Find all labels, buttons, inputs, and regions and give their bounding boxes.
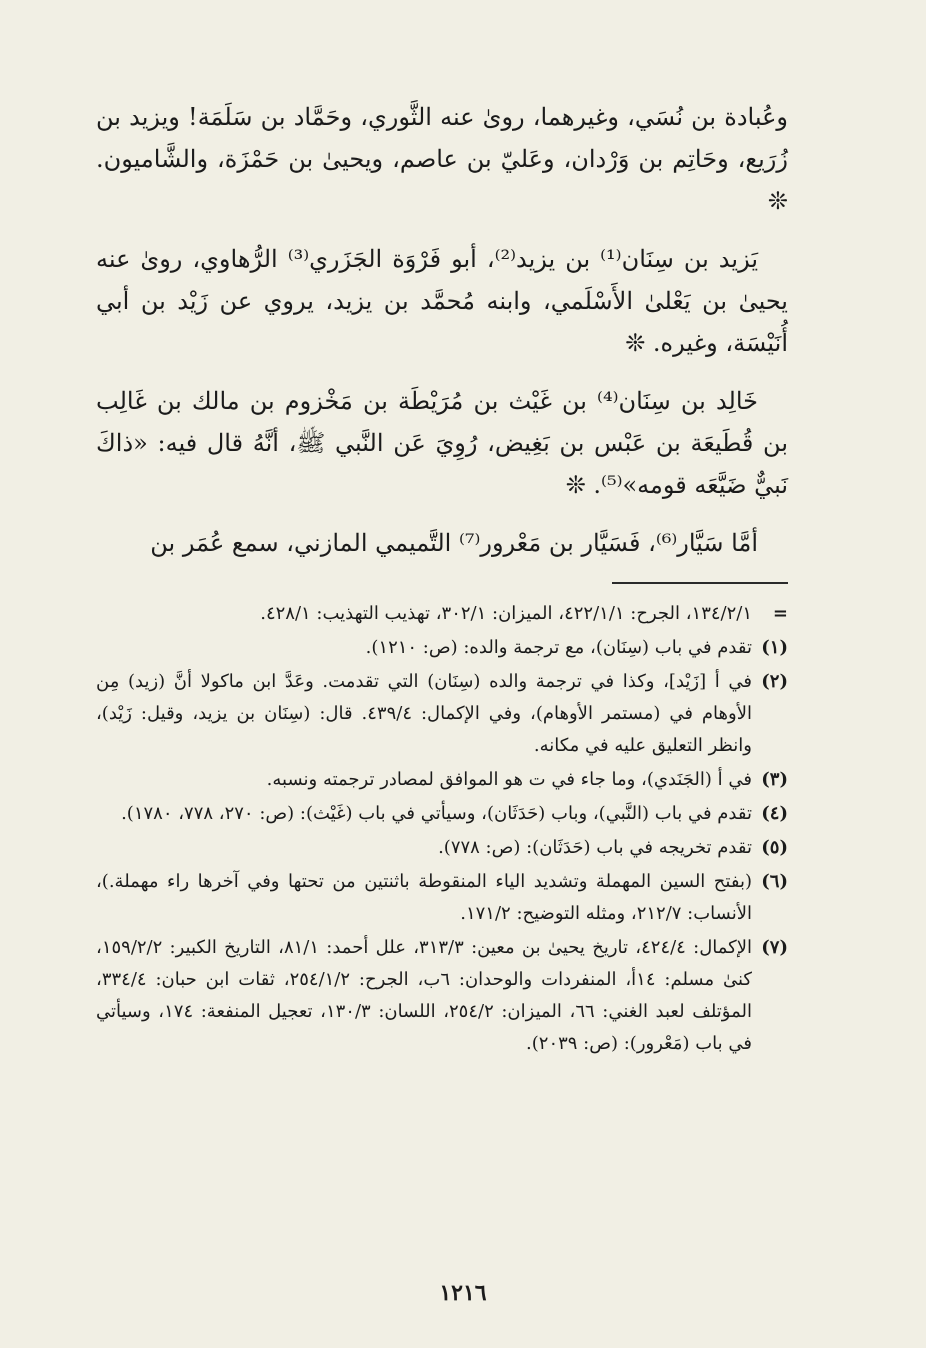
footnote-text: (بفتح السين المهملة وتشديد الياء المنقوطة باثنتين من تحتها وفي آخرها راء مهملة.)، الأنساب: ٢١٢/٧، ومثله التوضيح: ١٧١/٢. <box>96 871 752 924</box>
footnote-6 <box>96 866 788 930</box>
footnote-number: (٥) <box>761 837 788 858</box>
main-text <box>96 96 788 564</box>
paragraph-3: خَالِد بن سِنَان⁽⁴⁾ بن غَيْث بن مُرَيْطَة بن مَخْزوم بن مالك بن غَالِب بن قُطَيعَة بن عَبْس بن بَغِيض، رُوِيَ عَن النَّبي ﷺ، أنَّهُ قال فيه: «ذاكَ نَبيٌّ ضَيَّعَه قومه»⁽⁵⁾. ❊ <box>96 387 788 499</box>
footnote-5 <box>96 832 788 864</box>
footnotes <box>96 598 788 1060</box>
footnote-4 <box>96 798 788 830</box>
paragraph-1: وعُبادة بن نُسَي، وغيرهما، روىٰ عنه الثَّوري، وحَمَّاد بن سَلَمَة! ويزيد بن زُرَيع، وحَاتِم بن وَرْدان، وعَليّ بن عاصم، ويحيىٰ بن حَمْزَة، والشَّاميون. ❊ <box>96 103 788 215</box>
page <box>96 96 788 1276</box>
footnote-number: (٦) <box>761 871 788 892</box>
footnote-text: في أ (الجَنَدي)، وما جاء في ت هو الموافق لمصادر ترجمته ونسبه. <box>266 769 752 790</box>
footnote-7 <box>96 932 788 1060</box>
footnote-number: = <box>772 603 788 624</box>
footnote-text: تقدم في باب (النَّبي)، وباب (حَدَثَان)، وسيأتي في باب (غَيْث): (ص: ٢٧٠، ٧٧٨، ١٧٨٠). <box>121 803 752 824</box>
footnote-number: (١) <box>761 637 788 658</box>
footnote-text: ١٣٤/٢/١، الجرح: ٤٢٢/١/١، الميزان: ٣٠٢/١، تهذيب التهذيب: ٤٢٨/١. <box>260 603 752 624</box>
footnote-number: (٤) <box>761 803 788 824</box>
footnote-1 <box>96 632 788 664</box>
footnote-separator <box>612 582 788 584</box>
footnote-3 <box>96 764 788 796</box>
footnote-text: في أ [زَيْد]، وكذا في ترجمة والده (سِنَان) التي تقدمت. وعَدَّ ابن ماكولا أنَّ (زيد) مِن الأوهام في (مستمر الأوهام)، وفي الإكمال: ٤٣٩/٤. قال: (سِنَان بن يزيد، وقيل: زَيْد)، وانظر التعليق عليه في مكانه. <box>96 671 752 756</box>
paragraph-4: أمَّا سَيَّار⁽⁶⁾، فَسَيَّار بن مَعْرور⁽⁷⁾ التَّميمي المازني، سمع عُمَر بن <box>150 529 758 557</box>
footnote-number: (٢) <box>761 671 788 692</box>
footnote-number: (٧) <box>761 937 788 958</box>
footnote-text: الإكمال: ٤٢٤/٤، تاريخ يحيىٰ بن معين: ٣١٣/٣، علل أحمد: ٨١/١، التاريخ الكبير: ١٥٩/٢/٢، كنىٰ مسلم: ١٤أ، المنفردات والوحدان: ٦ب، الجرح: ٢٥٤/١/٢، ثقات ابن حبان: ٣٣٤/٤، المؤتلف لعبد الغني: ٦٦، الميزان: ٢٥٤/٢، اللسان: ١٣٠/٣، تعجيل المنفعة: ١٧٤، وسيأتي في باب (مَعْرور): (ص: ٢٠٣٩). <box>96 937 753 1054</box>
footnote-text: تقدم تخريجه في باب (حَدَثَان): (ص: ٧٧٨). <box>438 837 752 858</box>
footnote-text: تقدم في باب (سِنَان)، مع ترجمة والده: (ص: ١٢١٠). <box>365 637 752 658</box>
footnote-2 <box>96 666 788 762</box>
page-number: ١٢١٦ <box>439 1280 487 1306</box>
footnote-number: (٣) <box>761 769 788 790</box>
paragraph-2: يَزيد بن سِنَان⁽¹⁾ بن يزيد⁽²⁾، أبو فَرْوَة الجَزَري⁽³⁾ الرُّهاوي، روىٰ عنه يحيىٰ بن يَعْلىٰ الأَسْلَمي، وابنه مُحمَّد بن يزيد، يروي عن زَيْد بن أبي أُنَيْسَة، وغيره. ❊ <box>96 245 788 357</box>
footnote-continuation <box>96 598 788 630</box>
